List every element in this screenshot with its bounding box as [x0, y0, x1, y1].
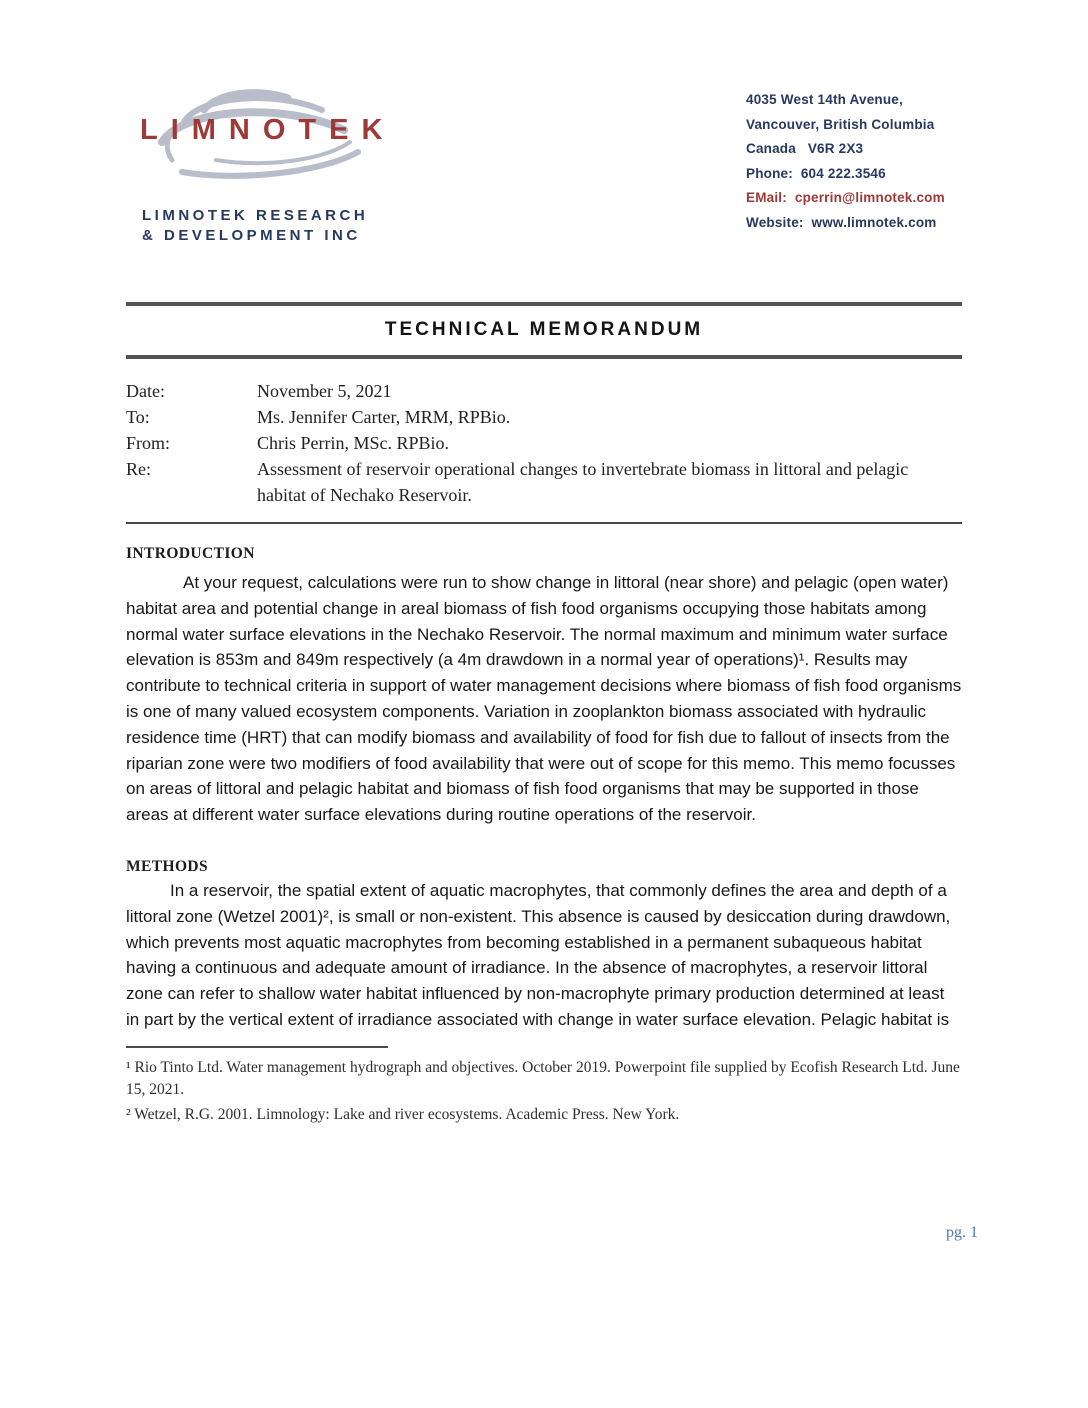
- meta-row-re: [126, 456, 962, 508]
- meta-value: Ms. Jennifer Carter, MRM, RPBio.: [257, 407, 511, 427]
- company-name-line2: & DEVELOPMENT INC: [142, 227, 361, 244]
- contact-address-line1: 4035 West 14th Avenue,: [746, 92, 903, 107]
- meta-value: Chris Perrin, MSc. RPBio.: [257, 433, 450, 453]
- contact-address-line2: Vancouver, British Columbia: [746, 116, 935, 132]
- title-block: [126, 302, 962, 359]
- footnotes: [126, 1057, 962, 1127]
- memo-title: TECHNICAL MEMORANDUM: [384, 319, 704, 340]
- company-name-line1: LIMNOTEK RESEARCH: [142, 207, 369, 224]
- logo-art: [126, 84, 396, 180]
- methods-heading: METHODS: [126, 857, 209, 875]
- footnote-divider: [126, 1046, 388, 1048]
- contact-website: Website: www.limnotek.com: [746, 214, 937, 230]
- contact-email: EMail: cperrin@limnotek.com: [746, 190, 945, 205]
- company-name: [126, 206, 426, 246]
- footnote-1: ¹ Rio Tinto Ltd. Water management hydrograph and objectives. October 2019. Powerpoint file supplied by Ecofish Research Ltd. June 15, 2021.: [126, 1058, 960, 1099]
- footnote-2: ² Wetzel, R.G. 2001. Limnology: Lake and river ecosystems. Academic Press. New York.: [126, 1105, 680, 1123]
- meta-table: [126, 378, 962, 508]
- meta-label: Re:: [126, 459, 151, 479]
- contact-address-line3: Canada V6R 2X3: [746, 141, 864, 156]
- introduction-heading: INTRODUCTION: [126, 545, 255, 562]
- meta-value: Assessment of reservoir operational changes to invertebrate biomass in littoral and pelagic habitat of Nechako Reservoir.: [257, 459, 909, 505]
- meta-row-to: [126, 404, 962, 430]
- company-logo: [126, 84, 426, 246]
- contact-phone: Phone: 604 222.3546: [746, 165, 886, 181]
- meta-divider: [126, 522, 962, 524]
- logo-wordmark: LIMNOTEK: [140, 114, 396, 146]
- methods-body: In a reservoir, the spatial extent of aquatic macrophytes, that commonly defines the area and depth of a littoral zone (Wetzel 2001)², is small or non-existent. This absence is caused by desiccation during drawdown, which prevents most aquatic macrophytes from becoming established in a permanent subaqueous habitat having a continuous and adequate amount of irradiance. In the absence of macrophytes, a reservoir littoral zone can refer to shallow water habitat influenced by non-macrophyte primary production determined at least in part by the vertical extent of irradiance associated with change in water surface elevation. Pelagic habitat is: [126, 880, 951, 1029]
- meta-label: To:: [126, 407, 150, 427]
- meta-row-from: [126, 430, 962, 456]
- memo-header: [126, 84, 962, 246]
- meta-row-date: [126, 378, 962, 404]
- introduction-body: At your request, calculations were run to show change in littoral (near shore) and pelagic (open water) habitat area and potential change in areal biomass of fish food organisms occupying those habitats among normal water surface elevations in the Nechako Reservoir. The normal maximum and minimum water surface elevation is 853m and 849m respectively (a 4m drawdown in a normal year of operations)¹. Results may contribute to technical criteria in support of water management decisions where biomass of fish food organisms is one of many valued ecosystem components. Variation in zooplankton biomass associated with hydraulic residence time (HRT) that can modify biomass and availability of food for fish due to fallout of insects from the riparian zone were two modifiers of food availability that were out of scope for this memo. This memo focusses on areas of littoral and pelagic habitat and biomass of fish food organisms that may be supported in those areas at different water surface elevations during routine operations of the reservoir.: [126, 573, 962, 825]
- meta-label: From:: [126, 433, 171, 453]
- contact-block: [746, 84, 962, 235]
- title-rule-bottom: [126, 355, 962, 359]
- page-number: pg. 1: [946, 1224, 978, 1241]
- meta-label: Date:: [126, 381, 165, 401]
- meta-value: November 5, 2021: [257, 381, 392, 401]
